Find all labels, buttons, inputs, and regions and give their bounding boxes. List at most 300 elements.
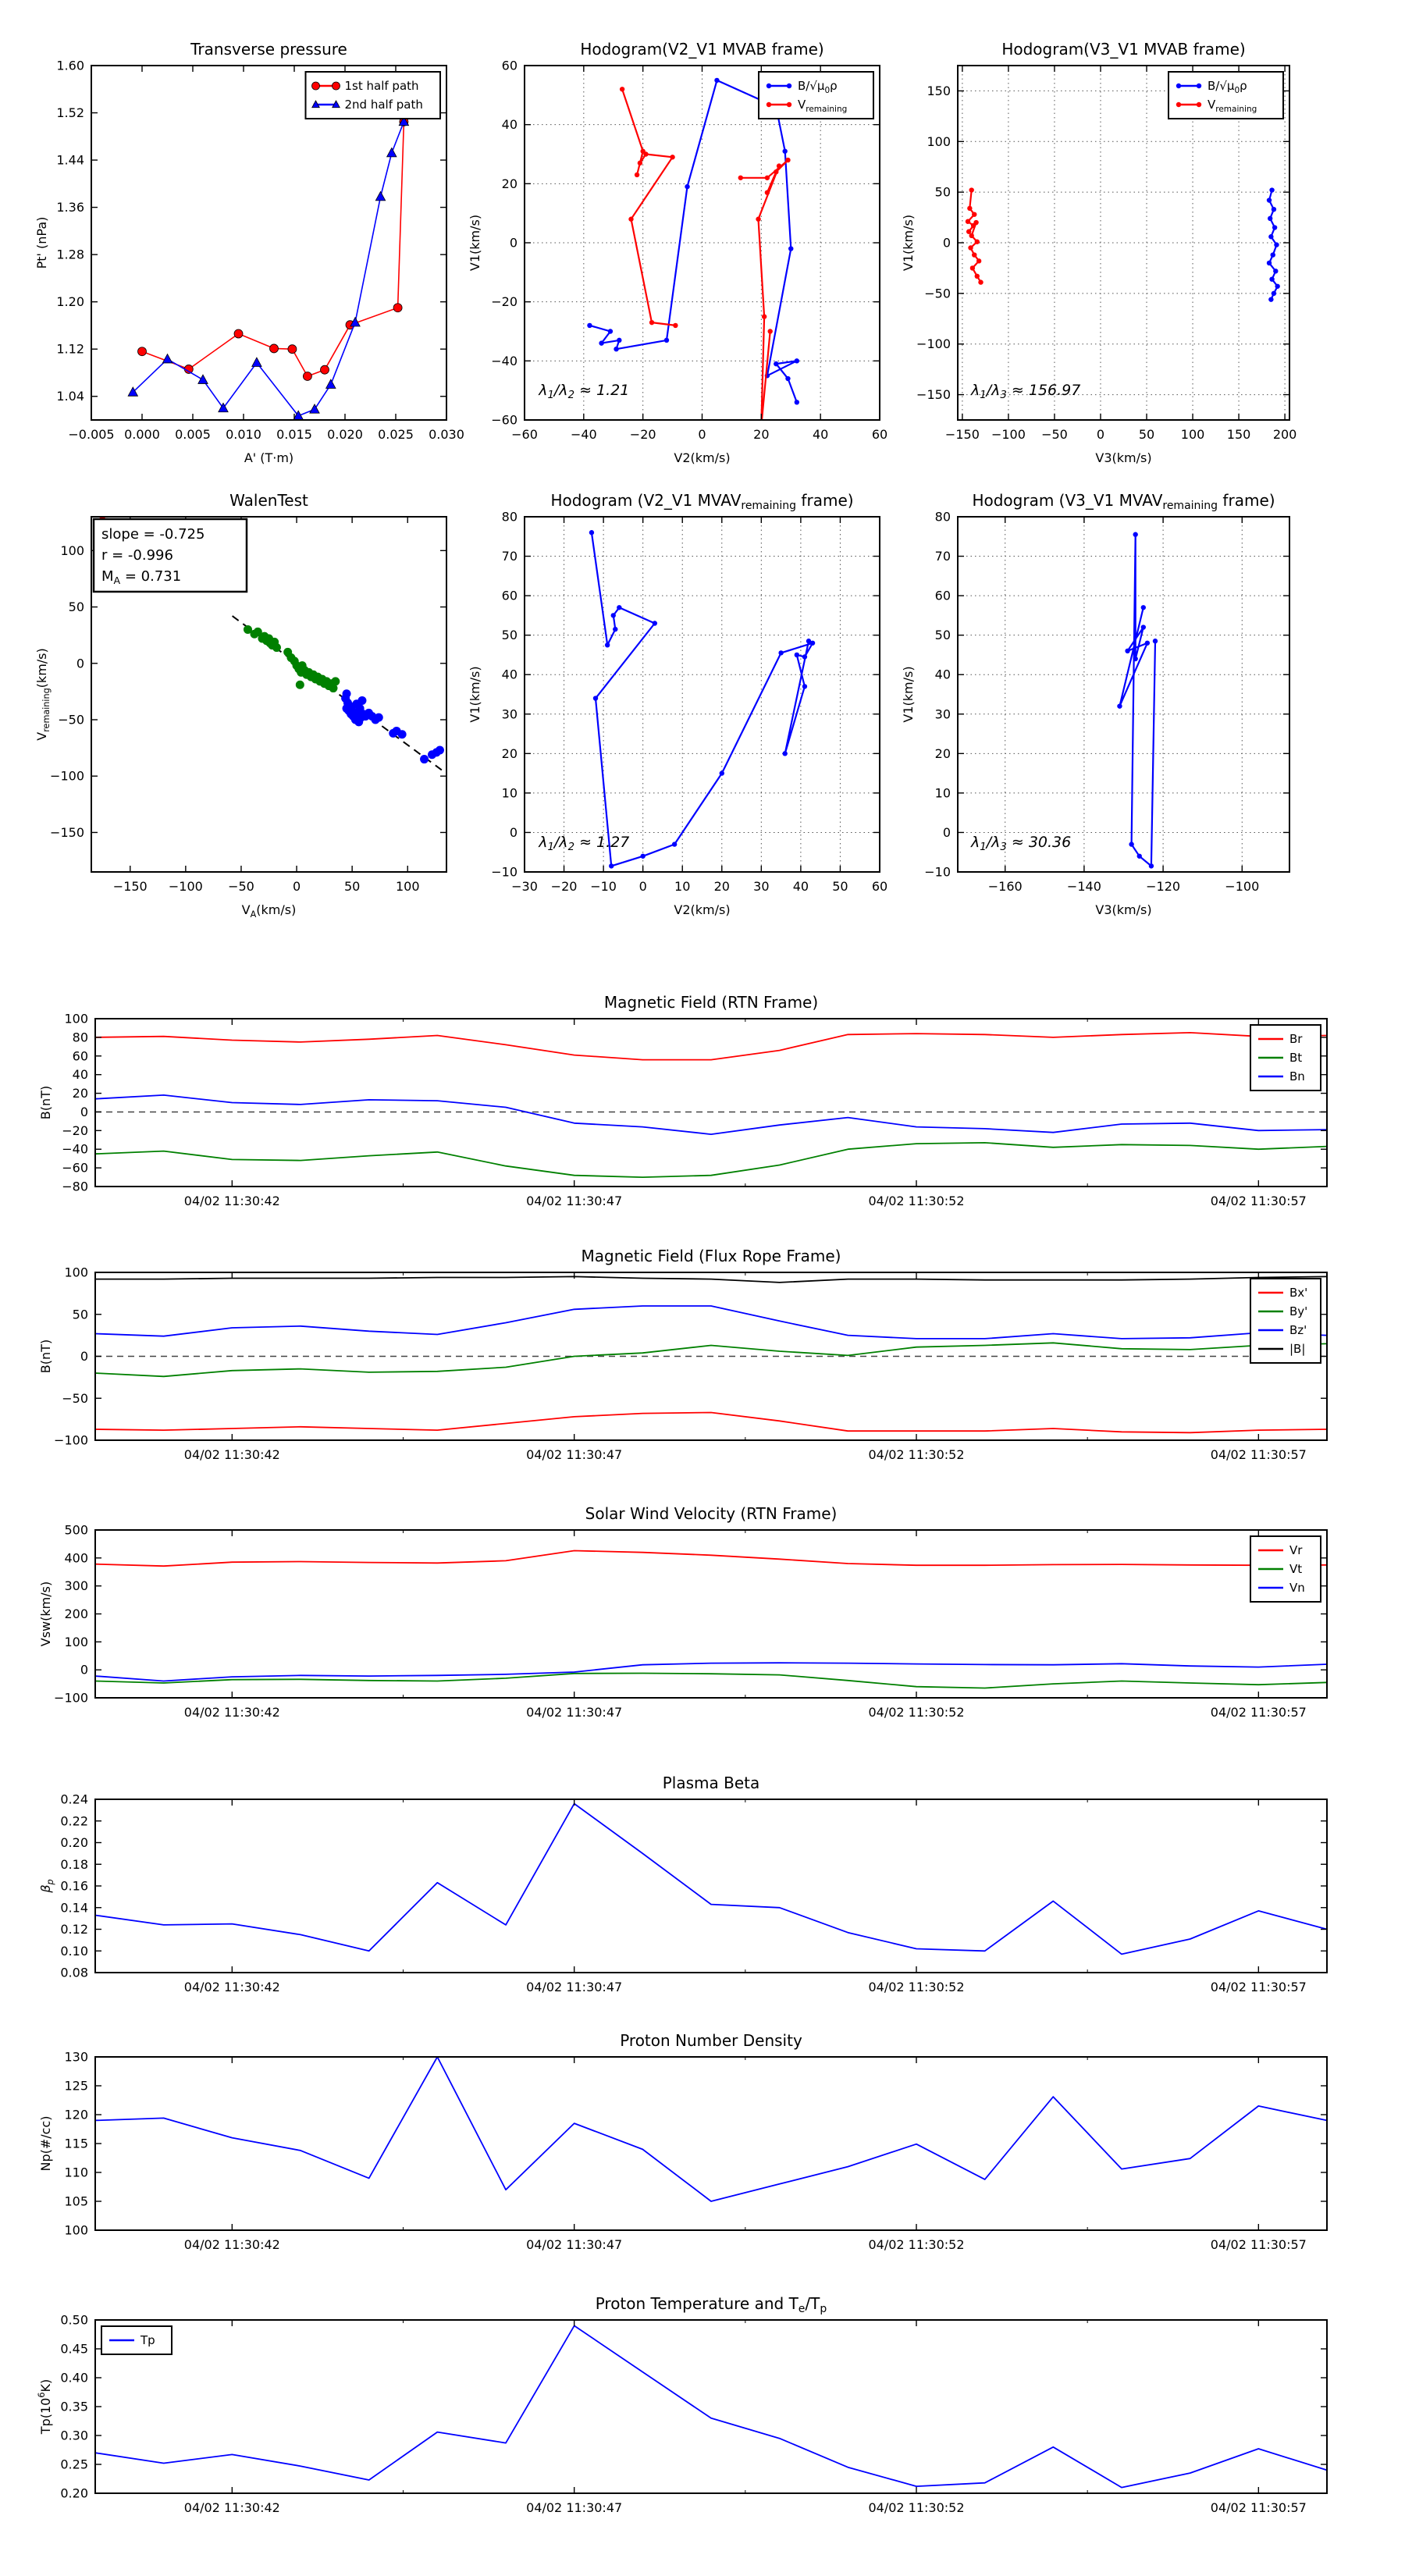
- legend: [1250, 1279, 1321, 1363]
- y-tick-label: 40: [934, 667, 951, 682]
- y-tick-label: −50: [58, 712, 84, 728]
- scatter-dot: [375, 713, 383, 722]
- x-axis-label: V2(km/s): [674, 450, 731, 465]
- y-tick-label: 50: [501, 628, 518, 643]
- dot-marker: [802, 684, 807, 688]
- x-tick-label: 04/02 11:30:47: [526, 1980, 623, 1994]
- y-axis-label: Pt' (nPa): [34, 216, 49, 269]
- x-tick-label: 60: [871, 427, 888, 442]
- y-tick-label: 1.60: [56, 58, 84, 73]
- dot-marker: [685, 184, 689, 189]
- x-tick-label: 20: [713, 879, 730, 894]
- scatter-dot: [296, 681, 304, 689]
- y-tick-label: −40: [62, 1141, 88, 1157]
- dot-marker: [973, 220, 978, 225]
- lambda-ratio-annotation: $\lambda_1/\lambda_3 \approx 156.97$: [971, 382, 1081, 402]
- y-tick-label: 30: [934, 706, 951, 722]
- x-tick-label: −150: [112, 879, 148, 894]
- panel-title: Hodogram(V3_V1 MVAB frame): [1001, 40, 1246, 59]
- dot-marker: [673, 323, 678, 328]
- x-tick-label: −160: [987, 879, 1023, 894]
- x-tick-label: 04/02 11:30:57: [1210, 1980, 1307, 1994]
- dot-marker: [1145, 641, 1150, 646]
- y-tick-label: 400: [64, 1550, 88, 1566]
- panel-title: Magnetic Field (RTN Frame): [603, 993, 819, 1012]
- legend: [759, 72, 873, 119]
- panel-solar-wind-velocity: [38, 1504, 1327, 1720]
- y-tick-label: 100: [927, 133, 951, 149]
- axes-background: [95, 2057, 1327, 2230]
- dot-marker: [653, 621, 657, 625]
- x-tick-label: −100: [991, 427, 1026, 442]
- y-tick-label: 100: [64, 1634, 88, 1649]
- x-tick-label: 04/02 11:30:52: [868, 2500, 965, 2515]
- dot-marker: [1275, 284, 1279, 289]
- dot-marker: [1125, 649, 1129, 653]
- lambda-ratio-annotation: $\lambda_1/\lambda_3 \approx 30.36$: [971, 834, 1072, 854]
- dot-marker: [672, 841, 677, 846]
- dot-marker: [1267, 261, 1272, 265]
- y-axis-label: $\beta_p$: [38, 1879, 55, 1893]
- dot-marker: [969, 233, 974, 238]
- dot-marker: [1268, 234, 1273, 239]
- x-tick-label: 60: [871, 879, 888, 894]
- x-tick-label: −50: [228, 879, 254, 894]
- x-tick-label: −140: [1066, 879, 1101, 894]
- dot-marker: [1267, 197, 1272, 202]
- y-tick-label: 1.28: [56, 247, 84, 262]
- x-tick-label: 0.025: [378, 427, 414, 442]
- x-tick-label: 04/02 11:30:42: [183, 1447, 280, 1462]
- legend-item-label: $B/√\mu_0\rho$: [798, 79, 838, 95]
- y-tick-label: 20: [72, 1086, 88, 1101]
- dot-marker: [738, 176, 743, 180]
- y-tick-label: 500: [64, 1522, 88, 1538]
- x-tick-label: −100: [168, 879, 203, 894]
- scatter-dot: [357, 696, 366, 705]
- y-tick-label: 1.12: [56, 341, 84, 357]
- x-tick-label: 150: [1226, 427, 1251, 442]
- y-tick-label: −80: [62, 1179, 88, 1194]
- x-tick-label: 04/02 11:30:47: [526, 2237, 623, 2252]
- x-tick-label: 0.020: [327, 427, 363, 442]
- y-tick-label: 60: [72, 1048, 88, 1064]
- x-tick-label: 100: [1180, 427, 1205, 442]
- x-tick-label: −20: [629, 427, 656, 442]
- dot-marker: [649, 320, 654, 325]
- dot-marker: [787, 102, 791, 107]
- y-tick-label: 0.22: [60, 1813, 88, 1829]
- x-tick-label: 40: [812, 427, 829, 442]
- legend: [1250, 1025, 1321, 1091]
- legend-item-label: $V_{remaining}$: [1208, 98, 1257, 114]
- y-tick-label: 300: [64, 1578, 88, 1594]
- y-tick-label: 1.04: [56, 389, 84, 404]
- dot-marker: [972, 212, 976, 216]
- dot-marker: [617, 338, 621, 343]
- y-axis-label: B(nT): [38, 1339, 53, 1374]
- y-tick-label: 50: [68, 600, 84, 615]
- panel-hodogram-v2v1-mvav: [468, 491, 887, 917]
- y-tick-label: 80: [501, 509, 518, 525]
- y-tick-label: 1.44: [56, 152, 84, 168]
- dot-marker: [1271, 252, 1275, 257]
- y-tick-label: −60: [491, 412, 518, 428]
- scatter-dot: [420, 755, 429, 763]
- y-tick-label: 50: [934, 184, 951, 200]
- x-axis-label: A' (T·m): [244, 450, 294, 465]
- x-tick-label: 04/02 11:30:52: [868, 1194, 965, 1208]
- x-tick-label: 0: [638, 879, 647, 894]
- dot-marker: [593, 696, 598, 700]
- y-tick-label: 0: [80, 1104, 88, 1119]
- panel-plasma-beta: [38, 1774, 1327, 1994]
- x-tick-label: 04/02 11:30:57: [1210, 1194, 1307, 1208]
- x-tick-label: −10: [590, 879, 617, 894]
- x-tick-label: −120: [1146, 879, 1181, 894]
- legend-item-label: Bz': [1289, 1323, 1307, 1337]
- x-axis-label: V2(km/s): [674, 902, 731, 917]
- y-tick-label: 150: [927, 83, 951, 98]
- dot-marker: [628, 217, 633, 222]
- y-tick-label: 125: [64, 2078, 88, 2094]
- x-tick-label: 04/02 11:30:57: [1210, 2237, 1307, 2252]
- y-tick-label: 1.52: [56, 105, 84, 121]
- x-tick-label: 04/02 11:30:47: [526, 2500, 623, 2515]
- x-axis-label: V3(km/s): [1095, 450, 1152, 465]
- legend-item-label: Vr: [1289, 1543, 1303, 1557]
- y-tick-label: −40: [491, 353, 518, 368]
- x-axis-label: $V_A(km/s)$: [241, 902, 297, 920]
- dot-marker: [975, 274, 980, 279]
- legend-item-label: 1st half path: [344, 79, 419, 93]
- dot-marker: [767, 84, 771, 88]
- y-axis-label: Vsw(km/s): [38, 1581, 53, 1647]
- x-tick-label: −40: [570, 427, 597, 442]
- legend-item-label: Bt: [1289, 1051, 1303, 1065]
- y-axis-label: V1(km/s): [468, 666, 482, 723]
- y-tick-label: −150: [50, 824, 84, 840]
- axes-background: [958, 517, 1289, 872]
- y-tick-label: 110: [64, 2165, 88, 2180]
- circle-marker: [288, 345, 297, 354]
- legend-item-label: By': [1289, 1304, 1308, 1318]
- panel-title: Hodogram(V2_V1 MVAB frame): [580, 40, 824, 59]
- circle-marker: [234, 329, 243, 338]
- dot-marker: [795, 400, 799, 404]
- y-tick-label: 100: [60, 543, 84, 558]
- y-tick-label: 10: [501, 785, 518, 801]
- y-tick-label: 0: [80, 1349, 88, 1364]
- dot-marker: [969, 187, 974, 192]
- dot-marker: [1149, 863, 1154, 868]
- dot-marker: [1141, 624, 1146, 629]
- x-tick-label: 04/02 11:30:42: [183, 1705, 280, 1720]
- panel-title: Transverse pressure: [190, 40, 347, 59]
- dot-marker: [1197, 84, 1201, 88]
- x-tick-label: 04/02 11:30:57: [1210, 1447, 1307, 1462]
- y-tick-label: 0.30: [60, 2428, 88, 2443]
- legend-item-label: $V_{remaining}$: [798, 98, 848, 114]
- dot-marker: [777, 163, 781, 168]
- x-tick-label: 04/02 11:30:57: [1210, 1705, 1307, 1720]
- legend-item-label: Vt: [1289, 1562, 1303, 1576]
- axes-background: [95, 1799, 1327, 1973]
- y-tick-label: 0.25: [60, 2457, 88, 2472]
- y-tick-label: 0.14: [60, 1900, 88, 1916]
- textbox-line: slope = -0.725: [101, 526, 205, 543]
- y-tick-label: −20: [62, 1123, 88, 1138]
- y-tick-label: 115: [64, 2136, 88, 2151]
- y-tick-label: −60: [62, 1160, 88, 1176]
- legend: [101, 2326, 172, 2354]
- y-tick-label: 0.40: [60, 2370, 88, 2386]
- y-tick-label: 0: [80, 1662, 88, 1678]
- x-tick-label: 04/02 11:30:47: [526, 1447, 623, 1462]
- dot-marker: [1197, 102, 1201, 107]
- y-tick-label: 10: [934, 785, 951, 801]
- scatter-dot: [331, 677, 340, 685]
- x-tick-label: 04/02 11:30:42: [183, 2237, 280, 2252]
- x-tick-label: −0.005: [68, 427, 115, 442]
- y-tick-label: 0.18: [60, 1856, 88, 1872]
- y-tick-label: 105: [64, 2194, 88, 2209]
- y-axis-label: V1(km/s): [468, 214, 482, 272]
- y-tick-label: −10: [491, 864, 518, 880]
- x-tick-label: 0: [698, 427, 706, 442]
- axes-background: [95, 1019, 1327, 1187]
- textbox-line: $M_A = 0.731$: [101, 568, 182, 586]
- circle-marker: [138, 347, 147, 356]
- y-tick-label: 200: [64, 1606, 88, 1621]
- dot-marker: [611, 613, 616, 617]
- stats-textbox: [94, 519, 247, 592]
- x-tick-label: 50: [1138, 427, 1155, 442]
- y-tick-label: −100: [54, 1690, 88, 1706]
- lambda-ratio-annotation: $\lambda_1/\lambda_2 \approx 1.27$: [539, 834, 630, 854]
- y-tick-label: −10: [924, 864, 951, 880]
- legend-item-label: $B/√\mu_0\rho$: [1208, 79, 1247, 95]
- y-tick-label: 20: [934, 745, 951, 761]
- dot-marker: [1272, 207, 1276, 212]
- y-tick-label: 30: [501, 706, 518, 722]
- dot-marker: [1137, 854, 1142, 859]
- dot-marker: [1273, 269, 1278, 273]
- y-tick-label: 130: [64, 2049, 88, 2065]
- dot-marker: [1274, 242, 1279, 247]
- textbox-line: r = -0.996: [101, 547, 173, 564]
- x-tick-label: 10: [674, 879, 691, 894]
- x-tick-label: 200: [1272, 427, 1297, 442]
- dot-marker: [788, 246, 793, 251]
- panel-title: Proton Temperature and $T_e/T_p$: [595, 2294, 827, 2315]
- panel-hodogram-v3v1-mvav: [901, 491, 1289, 917]
- dot-marker: [975, 240, 980, 244]
- y-tick-label: 20: [501, 745, 518, 761]
- dot-marker: [968, 245, 973, 250]
- x-tick-label: 04/02 11:30:57: [1210, 2500, 1307, 2515]
- x-tick-label: 04/02 11:30:52: [868, 1447, 965, 1462]
- y-tick-label: −150: [916, 387, 951, 403]
- y-tick-label: 70: [934, 549, 951, 564]
- y-tick-label: 0.20: [60, 2485, 88, 2501]
- y-axis-label: V1(km/s): [901, 666, 916, 723]
- dot-marker: [1141, 605, 1146, 610]
- y-tick-label: 40: [501, 667, 518, 682]
- panel-title: Hodogram (V2_V1 $MVAV_{remaining}$ frame): [550, 491, 854, 512]
- dot-marker: [614, 347, 618, 351]
- panel-hodogram-v3v1-mvab: [901, 40, 1297, 465]
- y-tick-label: 80: [934, 509, 951, 525]
- x-tick-label: 0.005: [175, 427, 211, 442]
- circle-marker: [333, 82, 340, 90]
- y-tick-label: −50: [924, 286, 951, 301]
- dot-marker: [768, 329, 773, 333]
- y-tick-label: 50: [72, 1307, 88, 1322]
- panel-magnetic-field-flux-rope: [38, 1247, 1327, 1462]
- y-tick-label: 50: [934, 628, 951, 643]
- dot-marker: [1269, 276, 1274, 281]
- dot-marker: [795, 653, 799, 657]
- x-tick-label: 04/02 11:30:42: [183, 1194, 280, 1208]
- panel-magnetic-field-rtn: [38, 993, 1327, 1208]
- x-tick-label: 04/02 11:30:47: [526, 1194, 623, 1208]
- x-tick-label: −50: [1041, 427, 1068, 442]
- circle-marker: [303, 372, 311, 381]
- dot-marker: [967, 206, 972, 211]
- x-tick-label: 04/02 11:30:42: [183, 2500, 280, 2515]
- y-tick-label: 0.16: [60, 1878, 88, 1894]
- dot-marker: [1269, 187, 1274, 192]
- y-tick-label: 0.24: [60, 1791, 88, 1807]
- dot-marker: [785, 376, 790, 381]
- x-tick-label: −30: [511, 879, 538, 894]
- dot-marker: [599, 340, 603, 345]
- panel-title: WalenTest: [229, 491, 308, 510]
- y-axis-label: Np(#/cc): [38, 2115, 53, 2172]
- dot-marker: [787, 84, 791, 88]
- panel-title: Magnetic Field (Flux Rope Frame): [581, 1247, 841, 1265]
- dot-marker: [966, 219, 970, 224]
- scatter-dot: [398, 730, 407, 738]
- panel-proton-temperature: [37, 2294, 1327, 2515]
- panel-title: Solar Wind Velocity (RTN Frame): [585, 1504, 838, 1523]
- panel-title: Hodogram (V3_V1 $MVAV_{remaining}$ frame): [972, 491, 1275, 512]
- y-tick-label: 100: [64, 2222, 88, 2238]
- scatter-dot: [272, 643, 281, 652]
- dot-marker: [970, 265, 975, 270]
- dot-marker: [1153, 639, 1158, 643]
- axes-background: [525, 517, 880, 872]
- dot-marker: [976, 258, 981, 263]
- dot-marker: [972, 252, 976, 257]
- y-axis-label: $Tp(10^6K)$: [37, 2379, 53, 2435]
- dot-marker: [587, 323, 592, 328]
- dot-marker: [1272, 291, 1276, 296]
- dot-marker: [762, 314, 767, 318]
- dot-marker: [1268, 297, 1273, 301]
- y-tick-label: 20: [501, 176, 518, 191]
- panel-title: Proton Number Density: [620, 2031, 802, 2050]
- legend: [306, 72, 441, 119]
- y-tick-label: 0: [942, 235, 951, 251]
- x-tick-label: 0.015: [276, 427, 312, 442]
- x-tick-label: 04/02 11:30:52: [868, 1705, 965, 1720]
- x-tick-label: 50: [832, 879, 848, 894]
- y-tick-label: 0.20: [60, 1835, 88, 1850]
- y-tick-label: 100: [64, 1265, 88, 1280]
- y-axis-label: V1(km/s): [901, 214, 916, 272]
- dot-marker: [978, 279, 983, 284]
- y-tick-label: −100: [54, 1432, 88, 1448]
- dot-marker: [1133, 532, 1137, 537]
- y-tick-label: −20: [491, 294, 518, 310]
- scatter-dot: [436, 746, 444, 755]
- y-tick-label: 70: [501, 549, 518, 564]
- y-tick-label: 120: [64, 2107, 88, 2122]
- panel-title: Plasma Beta: [662, 1774, 760, 1792]
- dot-marker: [795, 358, 799, 363]
- y-tick-label: 0.08: [60, 1965, 88, 1980]
- y-tick-label: 0.35: [60, 2399, 88, 2414]
- y-tick-label: 0.12: [60, 1922, 88, 1937]
- legend: [1250, 1536, 1321, 1602]
- dot-marker: [638, 161, 642, 165]
- dot-marker: [1117, 703, 1122, 708]
- x-tick-label: −100: [1225, 879, 1260, 894]
- dot-marker: [1268, 216, 1272, 221]
- y-tick-label: 0.50: [60, 2312, 88, 2328]
- panel-proton-number-density: [38, 2031, 1327, 2252]
- circle-marker: [393, 304, 402, 312]
- panel-hodogram-v2v1-mvab: [468, 40, 887, 465]
- x-tick-label: 0: [1096, 427, 1105, 442]
- x-tick-label: −20: [550, 879, 578, 894]
- dot-marker: [605, 642, 610, 647]
- legend-item-label: |B|: [1289, 1342, 1306, 1356]
- dot-marker: [782, 149, 787, 154]
- x-tick-label: −60: [511, 427, 538, 442]
- dot-marker: [765, 190, 770, 194]
- legend-item-label: Br: [1289, 1032, 1303, 1046]
- x-tick-label: 0.000: [124, 427, 160, 442]
- dot-marker: [774, 169, 778, 174]
- y-tick-label: 0: [509, 235, 518, 251]
- dot-marker: [782, 751, 787, 756]
- dot-marker: [806, 639, 811, 643]
- x-tick-label: 04/02 11:30:52: [868, 1980, 965, 1994]
- y-tick-label: −100: [916, 336, 951, 352]
- dot-marker: [617, 605, 621, 610]
- x-tick-label: 04/02 11:30:42: [183, 1980, 280, 1994]
- y-tick-label: 60: [934, 588, 951, 603]
- lambda-ratio-annotation: $\lambda_1/\lambda_2 \approx 1.21$: [539, 382, 630, 402]
- dot-marker: [714, 78, 719, 83]
- x-tick-label: 0.010: [226, 427, 261, 442]
- panel-transverse-pressure: [34, 40, 464, 465]
- dot-marker: [802, 654, 807, 659]
- dot-marker: [664, 338, 669, 343]
- x-tick-label: 30: [753, 879, 770, 894]
- dot-marker: [613, 627, 617, 632]
- dot-marker: [765, 176, 770, 180]
- panel-walen-test: [34, 491, 446, 920]
- y-tick-label: 1.36: [56, 200, 84, 215]
- y-tick-label: 60: [501, 58, 518, 73]
- dot-marker: [756, 217, 760, 222]
- x-tick-label: 100: [395, 879, 420, 894]
- legend: [1168, 72, 1283, 119]
